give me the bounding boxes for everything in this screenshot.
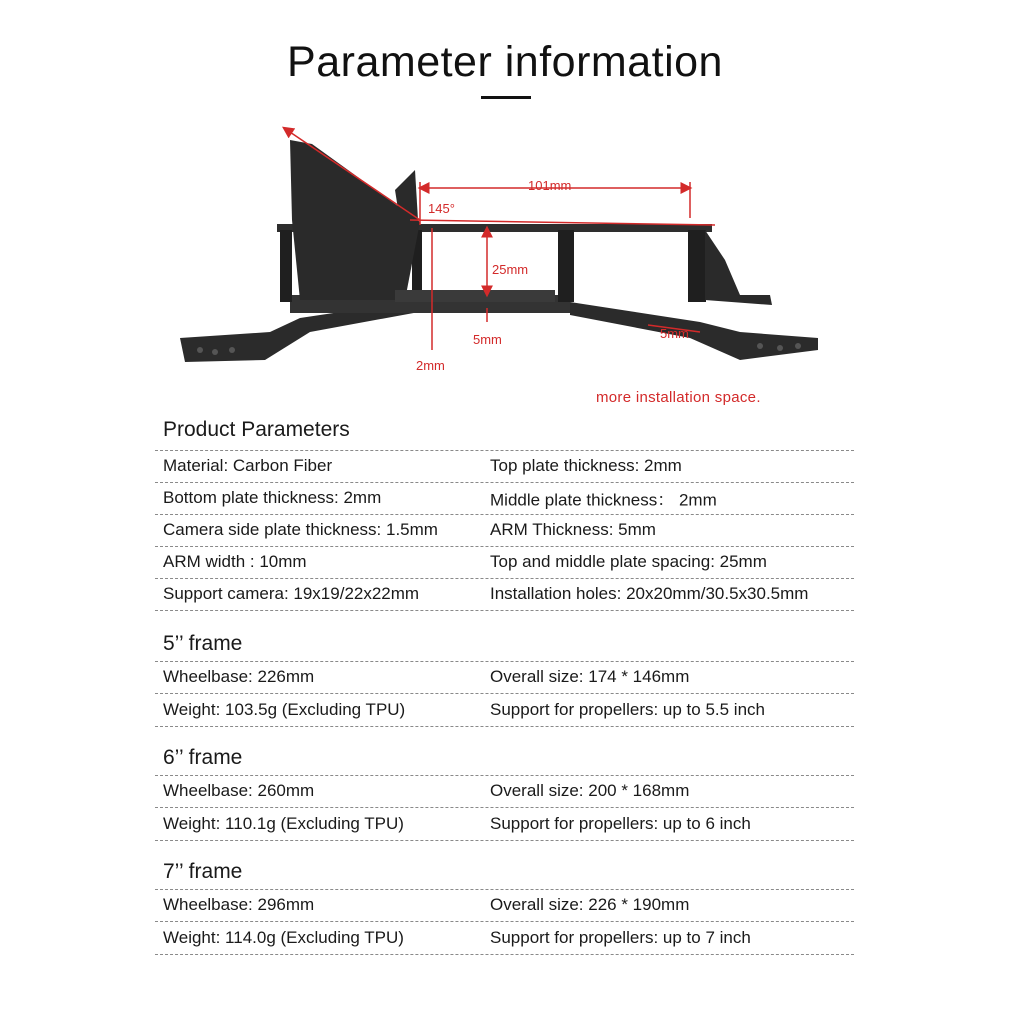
param-cell: Weight: 103.5g (Excluding TPU) bbox=[163, 700, 406, 719]
table-row bbox=[155, 775, 854, 808]
param-cell: Wheelbase: 296mm bbox=[163, 895, 315, 914]
param-cell: Wheelbase: 226mm bbox=[163, 667, 315, 686]
param-cell: Overall size: 200 * 168mm bbox=[490, 781, 690, 800]
param-cell: Top and middle plate spacing: 25mm bbox=[490, 552, 767, 571]
table-row bbox=[155, 450, 854, 483]
table-row bbox=[155, 694, 854, 727]
table-row bbox=[155, 889, 854, 922]
installation-note: more installation space. bbox=[596, 389, 761, 406]
dim-25-label: 25mm bbox=[492, 262, 529, 277]
param-cell: ARM Thickness: 5mm bbox=[490, 520, 656, 539]
title-underline bbox=[481, 96, 531, 99]
dim-2-label: 2mm bbox=[416, 358, 445, 373]
param-cell: Camera side plate thickness: 1.5mm bbox=[163, 520, 438, 539]
param-cell: Weight: 114.0g (Excluding TPU) bbox=[163, 928, 404, 947]
table-row bbox=[155, 482, 854, 515]
table-row bbox=[155, 661, 854, 694]
angle-label: 145° bbox=[428, 201, 455, 216]
dim-arm-label: 5mm bbox=[660, 326, 689, 341]
section-title-7inch: 7’’ frame bbox=[163, 860, 243, 883]
frame-arms bbox=[180, 295, 818, 362]
param-cell: Material: Carbon Fiber bbox=[163, 456, 333, 475]
frame-diagram bbox=[0, 110, 1010, 410]
param-cell: Overall size: 174 * 146mm bbox=[490, 667, 690, 686]
dim-101-label: 101mm bbox=[528, 178, 572, 193]
table-row bbox=[155, 922, 854, 955]
param-cell: Top plate thickness: 2mm bbox=[490, 456, 682, 475]
dim-5-label: 5mm bbox=[473, 332, 502, 347]
param-cell: Wheelbase: 260mm bbox=[163, 781, 315, 800]
param-cell: Overall size: 226 * 190mm bbox=[490, 895, 690, 914]
section-title-product: Product Parameters bbox=[163, 418, 350, 441]
param-cell: Support for propellers: up to 5.5 inch bbox=[490, 700, 765, 719]
table-row bbox=[155, 546, 854, 579]
param-cell: Support for propellers: up to 7 inch bbox=[490, 928, 751, 947]
param-cell: Support for propellers: up to 6 inch bbox=[490, 814, 751, 833]
param-cell: Middle plate thickness： 2mm bbox=[490, 490, 717, 510]
param-cell: Bottom plate thickness: 2mm bbox=[163, 488, 382, 507]
param-cell: Support camera: 19x19/22x22mm bbox=[163, 584, 420, 603]
param-cell: Weight: 110.1g (Excluding TPU) bbox=[163, 814, 404, 833]
page-title: Parameter information bbox=[287, 38, 723, 86]
table-row bbox=[155, 514, 854, 547]
section-title-5inch: 5’’ frame bbox=[163, 632, 243, 655]
section-title-6inch: 6’’ frame bbox=[163, 746, 243, 769]
param-cell: ARM width : 10mm bbox=[163, 552, 307, 571]
table-row bbox=[155, 578, 854, 611]
middle-plate bbox=[395, 290, 555, 302]
table-row bbox=[155, 808, 854, 841]
param-cell: Installation holes: 20x20mm/30.5x30.5mm bbox=[490, 584, 809, 603]
